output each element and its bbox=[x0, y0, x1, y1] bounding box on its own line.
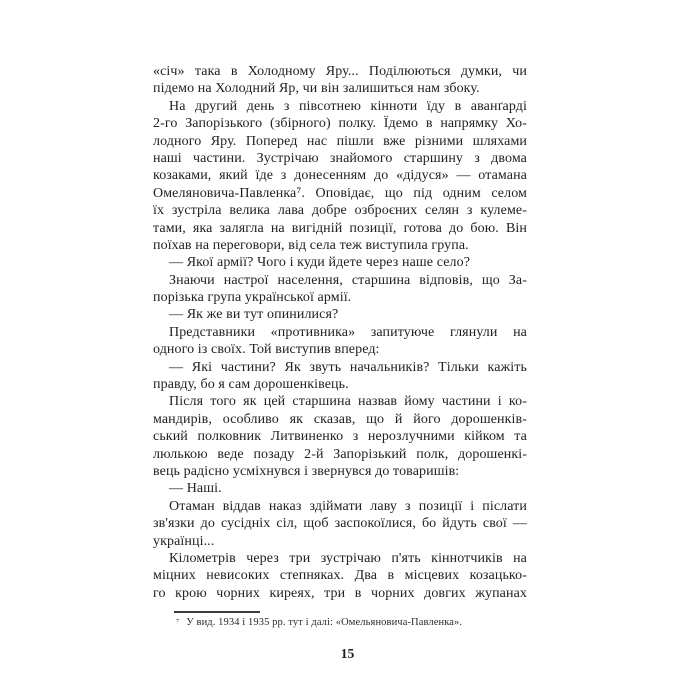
footnote-marker: ⁷ bbox=[176, 617, 180, 627]
text-line: 2-го Запорізького (збірного) полку. Їдемо в напрямку Хо- bbox=[153, 116, 527, 132]
text-line: — Як же ви тут опинилися? bbox=[169, 307, 339, 323]
text-line: мандирів, особливо як сказав, що й його дорошенків- bbox=[153, 411, 527, 427]
text-line: тами, яка залягла на вигідній позиції, готова до бою. Він bbox=[153, 220, 527, 236]
text-line: вець радісно усміхнувся і звернувся до товаришів: bbox=[153, 463, 460, 479]
text-line: — Наші. bbox=[169, 481, 222, 497]
text-line: правду, бо я сам дорошенківець. bbox=[153, 377, 349, 393]
text-line: Отаман віддав наказ здіймати лаву з позиції і післати bbox=[169, 498, 527, 514]
page-number: 15 bbox=[340, 646, 355, 661]
text-line: — Які частини? Як звуть начальників? Тільки кажіть bbox=[169, 359, 527, 375]
text-line: козаками, який їде з донесенням до «дідуся» — отамана bbox=[153, 168, 527, 184]
footnote bbox=[176, 616, 536, 629]
text-line: наші частини. Зустрічаю знайомого старшину з двома bbox=[153, 150, 527, 166]
footnote-separator bbox=[174, 611, 260, 613]
text-line: лодного Яру. Поперед нас пішли вже різними шляхами bbox=[153, 133, 527, 149]
text-line: їх зустріла велика лава добре озброєних селян з кулеме- bbox=[153, 203, 527, 219]
text-line: ський полковник Литвиненко з нерозлучними кійком та bbox=[153, 429, 527, 445]
footnote-text: У вид. 1934 і 1935 рр. тут і далі: «Омельяновича-Павленка». bbox=[186, 617, 463, 628]
text-line: підемо на Холодний Яр, чи він залишиться нам збоку. bbox=[153, 81, 480, 97]
text-line: порізька група української армії. bbox=[153, 290, 352, 306]
text-line: Кілометрів через три зустрічаю п'ять кіннотчиків на bbox=[169, 550, 527, 566]
text-line: Омеляновича-Павленка⁷. Оповідає, що під одним селом bbox=[153, 185, 527, 201]
text-line: міцних невисоких степняках. Два в місцевих козацько- bbox=[153, 568, 527, 584]
text-line: Після того як цей старшина назвав йому частини і ко- bbox=[169, 394, 527, 410]
text-line: На другий день з півсотнею кінноти їду в аванґарді bbox=[169, 98, 527, 114]
text-line: люлькою веде позаду 2-й Запорізький полк, дорошенкі- bbox=[153, 446, 527, 462]
text-line: «січ» така в Холодному Яру... Поділюються думки, чи bbox=[153, 64, 527, 79]
text-line: — Якої армії? Чого і куди йдете через наше село? bbox=[169, 255, 471, 271]
body-text bbox=[153, 63, 527, 602]
text-line: Знаючи настрої населення, старшина відповів, що За- bbox=[169, 272, 527, 288]
text-line: українці... bbox=[153, 533, 215, 549]
text-line: одного із своїх. Той виступив вперед: bbox=[153, 342, 380, 358]
text-line: поїхав на переговори, від села теж виступила група. bbox=[153, 237, 469, 253]
text-line: го крою чорних киреях, три в чорних довгих жупанах bbox=[153, 585, 527, 601]
text-line: Представники «противника» запитуюче глянули на bbox=[169, 324, 527, 340]
text-line: зв'язки до сусідніх сіл, щоб заспокоїлися, бо йдуть свої — bbox=[153, 516, 527, 532]
